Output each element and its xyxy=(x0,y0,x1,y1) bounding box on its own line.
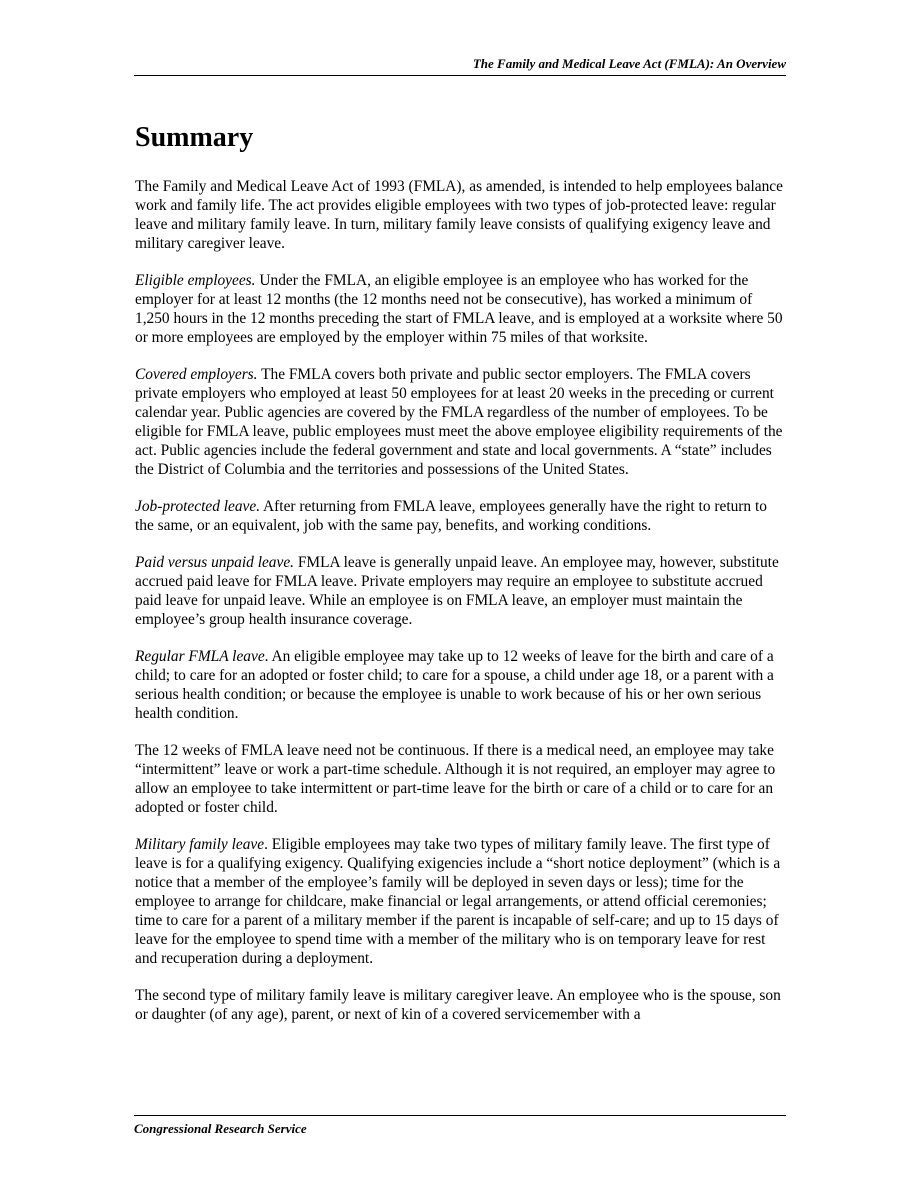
paragraph-text: FMLA leave is generally unpaid leave. An employee may, however, substitute accrued paid leave for FMLA leave. Private employers may require an employee to substitute accrued paid leave for unpaid leave. While an employee is on FMLA leave, an employer must maintain the employee’s group health insurance coverage. xyxy=(135,554,779,628)
publisher-name: Congressional Research Service xyxy=(134,1121,307,1136)
paragraph xyxy=(135,986,785,1024)
paragraph-text: . An eligible employee may take up to 12 weeks of leave for the birth and care of a child; to care for an adopted or foster child; to care for a spouse, a child under age 18, or a parent with a serious health condition; or because the employee is unable to work because of his or her own serious health condition. xyxy=(135,648,774,722)
paragraph-text: . Eligible employees may take two types of military family leave. The first type of leave is for a qualifying exigency. Qualifying exigencies include a “short notice deployment” (which is a notice that a member of the employee’s family will be deployed in seven days or less); time for the employee to arrange for childcare, make financial or legal arrangements, or attend official ceremonies; time to care for a parent of a military member if the parent is incapable of self-care; and up to 15 days of leave for the employee to spend time with a member of the military who is on temporary leave for rest and recuperation during a deployment. xyxy=(135,836,781,967)
paragraph xyxy=(135,553,785,629)
paragraph xyxy=(135,647,785,723)
paragraph-text: The Family and Medical Leave Act of 1993 (FMLA), as amended, is intended to help employees balance work and family life. The act provides eligible employees with two types of job-protected leave: regular leave and military family leave. In turn, military family leave consists of qualifying exigency leave and military caregiver leave. xyxy=(135,178,783,252)
paragraph-text: The 12 weeks of FMLA leave need not be continuous. If there is a medical need, an employee may take “intermittent” leave or work a part-time schedule. Although it is not required, an employer may agree to allow an employee to take intermittent or part-time leave for the birth or care of a child or to care for an adopted or foster child. xyxy=(135,742,776,816)
paragraph-lead: Job-protected leave. xyxy=(135,498,261,515)
running-header xyxy=(134,56,786,76)
paragraph-text: The second type of military family leave is military caregiver leave. An employee who is the spouse, son or daughter (of any age), parent, or next of kin of a covered servicemember with a xyxy=(135,987,781,1023)
paragraph-lead: Military family leave xyxy=(135,836,265,853)
paragraph xyxy=(135,741,785,817)
paragraph-text: The FMLA covers both private and public sector employers. The FMLA covers private employers who employed at least 50 employees for at least 20 weeks in the preceding or current calendar year. Public agencies are covered by the FMLA regardless of the number of employees. To be eligible for FMLA leave, public employees must meet the above employee eligibility requirements of the act. Public agencies include the federal government and state and local governments. A “state” includes the District of Columbia and the territories and possessions of the United States. xyxy=(135,366,783,478)
paragraph-text: After returning from FMLA leave, employees generally have the right to return to the same, or an equivalent, job with the same pay, benefits, and working conditions. xyxy=(135,498,767,534)
paragraph-lead: Eligible employees. xyxy=(135,272,256,289)
paragraph xyxy=(135,177,785,253)
paragraph xyxy=(135,497,785,535)
running-title: The Family and Medical Leave Act (FMLA): An Overview xyxy=(472,56,786,71)
paragraph xyxy=(135,271,785,347)
paragraph xyxy=(135,835,785,968)
running-footer xyxy=(134,1115,786,1137)
section-title: Summary xyxy=(135,122,254,153)
paragraph xyxy=(135,365,785,479)
paragraph-text: Under the FMLA, an eligible employee is an employee who has worked for the employer for at least 12 months (the 12 months need not be consecutive), has worked a minimum of 1,250 hours in the 12 months preceding the start of FMLA leave, and is employed at a worksite where 50 or more employees are employed by the employer within 75 miles of that worksite. xyxy=(135,272,783,346)
summary-body xyxy=(135,177,785,1042)
paragraph-lead: Paid versus unpaid leave. xyxy=(135,554,295,571)
paragraph-lead: Covered employers. xyxy=(135,366,258,383)
paragraph-lead: Regular FMLA leave xyxy=(135,648,265,665)
